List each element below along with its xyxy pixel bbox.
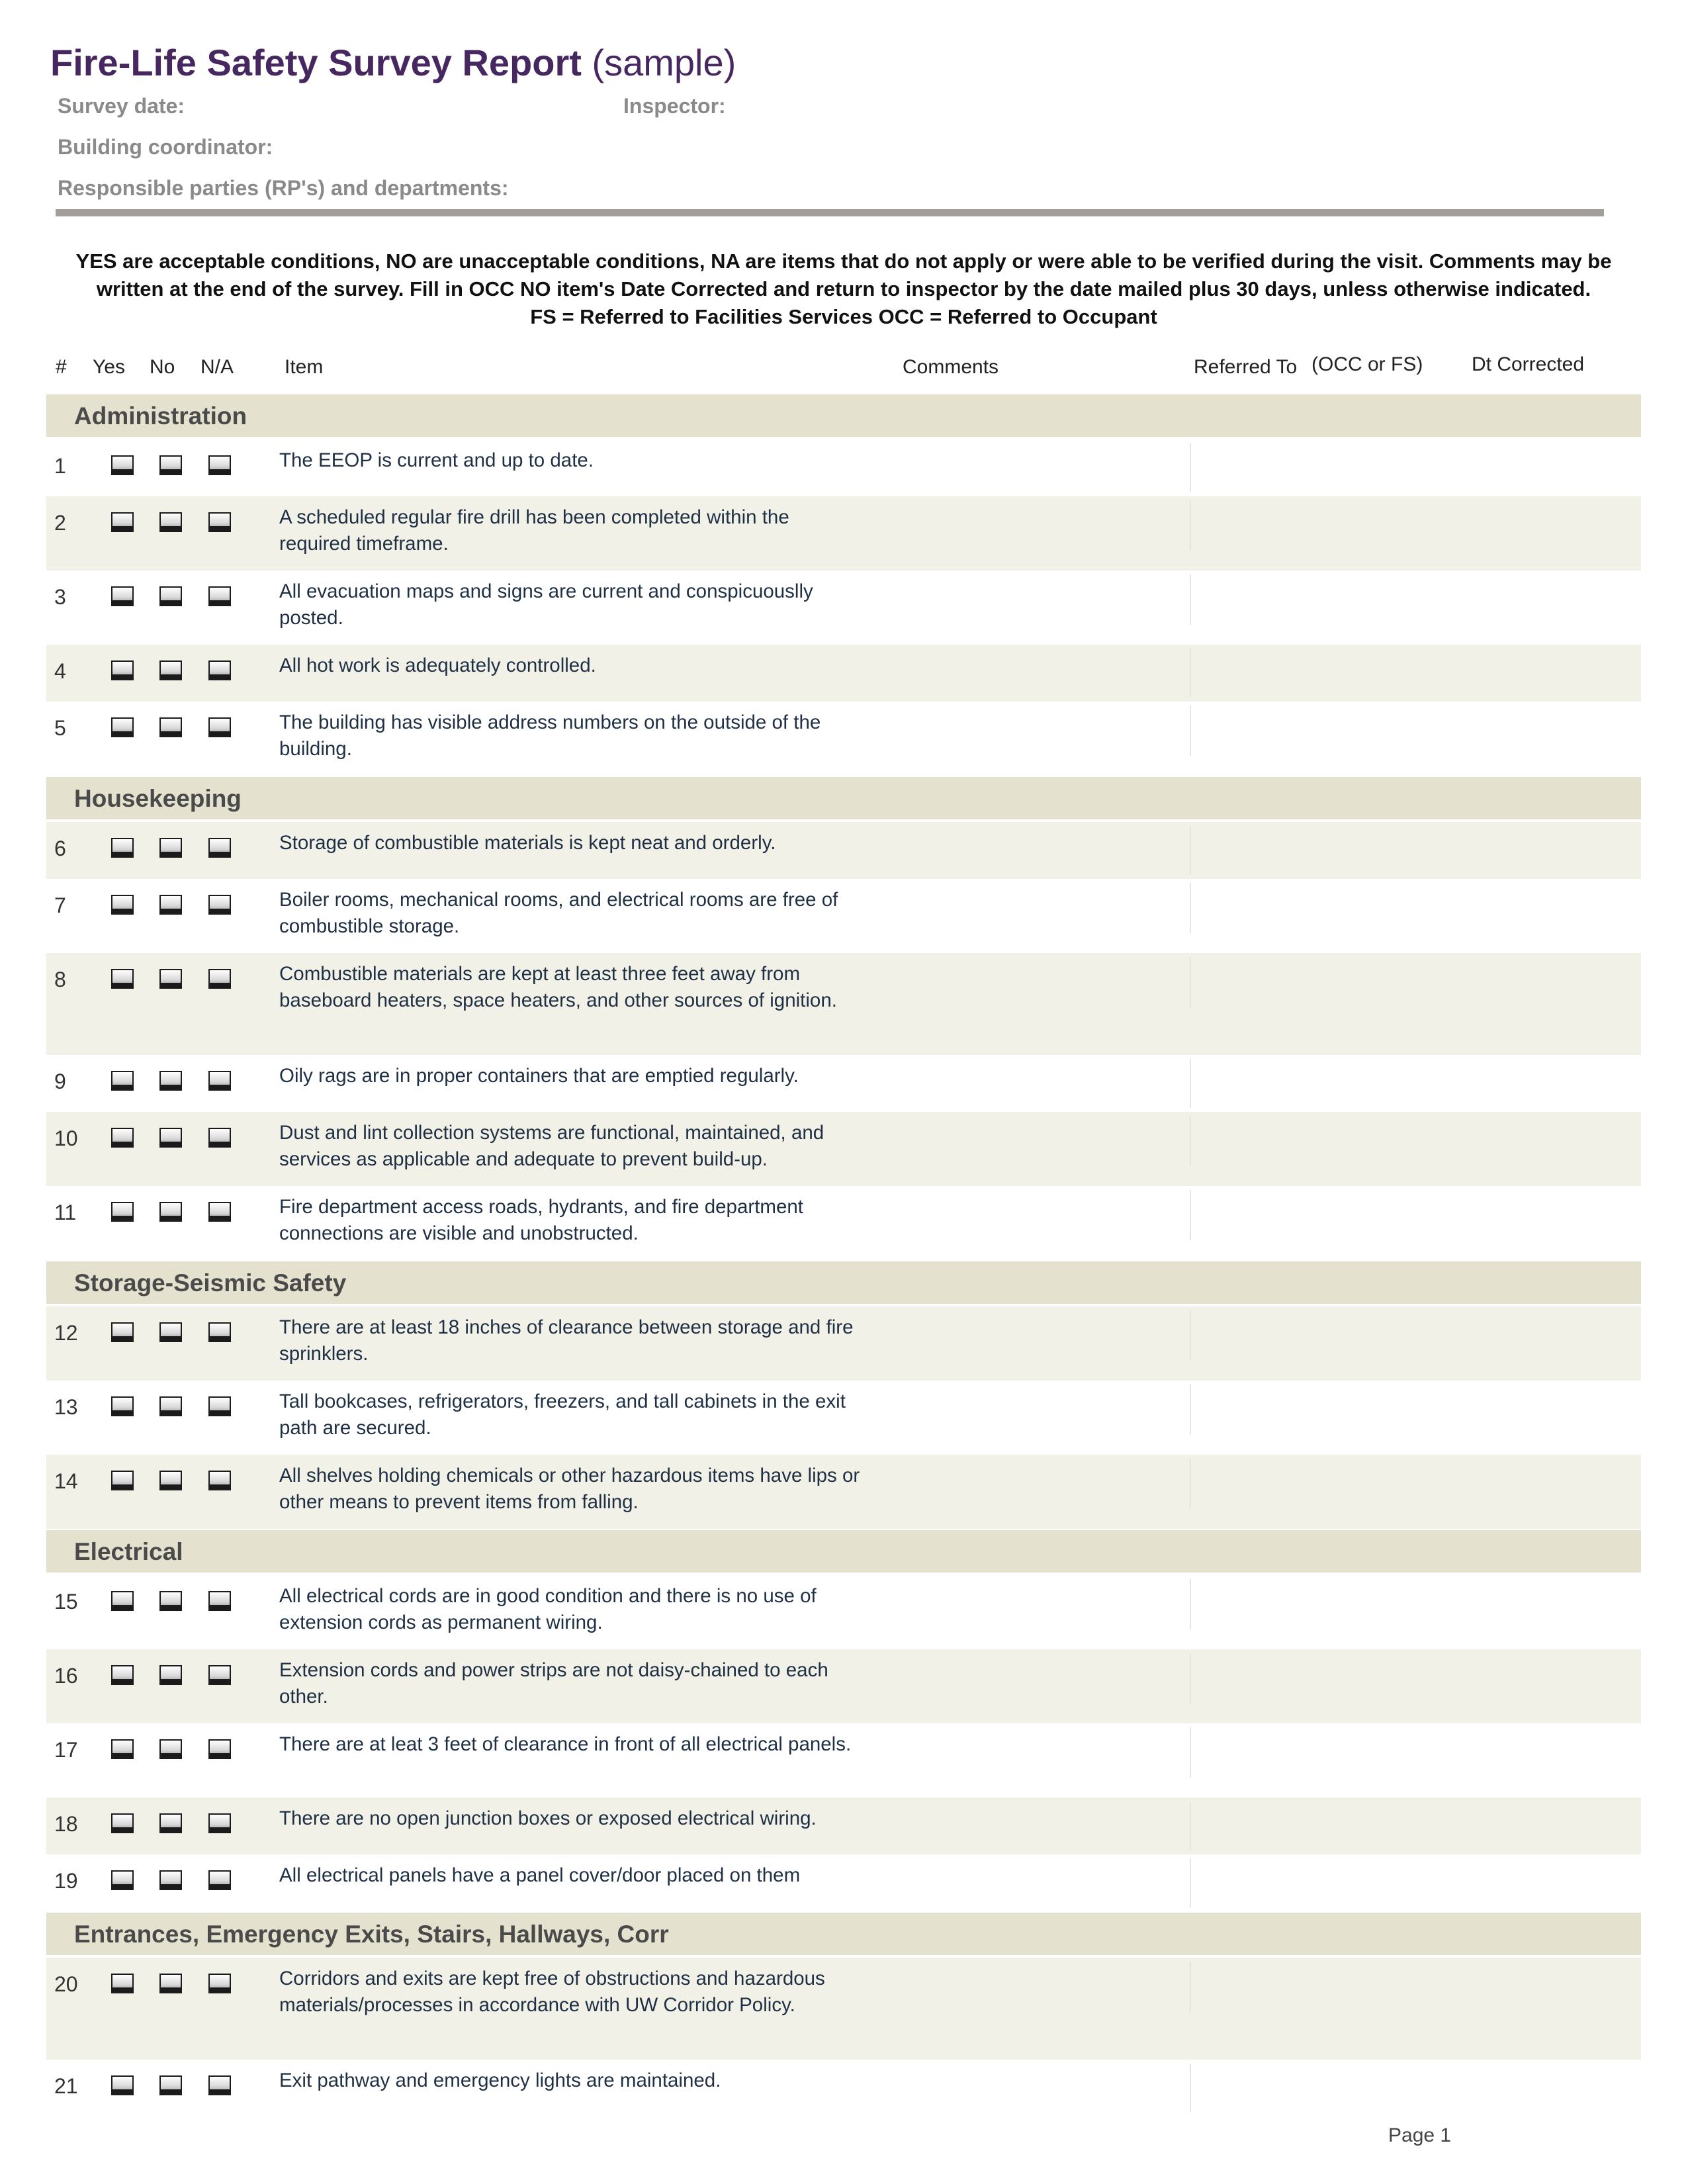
no-checkbox[interactable] [159,1322,182,1342]
na-checkbox[interactable] [208,1739,231,1759]
column-header-no: No [150,356,175,378]
no-checkbox[interactable] [159,1128,182,1148]
column-divider [1190,1801,1191,1850]
na-checkbox[interactable] [208,1396,231,1416]
na-checkbox[interactable] [208,1974,231,1993]
item-text: Dust and lint collection systems are functional, maintained, and services as applicable and adequate to prevent build-up. [279,1122,824,1170]
no-checkbox[interactable] [159,895,182,915]
na-checkbox[interactable] [208,512,231,532]
inspector-label: Inspector: [623,94,726,118]
column-header-dt-corrected: Dt Corrected [1472,353,1585,375]
page-title [50,41,736,84]
column-divider [1190,1190,1191,1240]
row-number: 6 [54,837,66,860]
responsible-parties-label: Responsible parties (RP's) and departments: [58,176,509,200]
row-number: 8 [54,968,66,991]
column-header-item: Item [285,356,324,378]
instructions-line-1: YES are acceptable conditions, NO are unacceptable conditions, NA are items that do not apply or were able to be verified during the visit. Comments may be [75,250,1612,273]
na-checkbox[interactable] [208,1202,231,1222]
column-divider [1190,1653,1191,1704]
item-text: Storage of combustible materials is kept neat and orderly. [279,832,776,854]
column-divider [1190,1858,1191,1907]
yes-checkbox[interactable] [111,717,134,737]
no-checkbox[interactable] [159,1870,182,1890]
instructions [46,248,1641,331]
item-text: All shelves holding chemicals or other hazardous items have lips or other means to prevent items from falling. [279,1465,860,1513]
row-number: 16 [54,1664,78,1688]
item-text: Boiler rooms, mechanical rooms, and electrical rooms are free of combustible storage. [279,889,838,937]
column-divider [1190,2064,1191,2113]
section-header [46,1913,1641,1955]
no-checkbox[interactable] [159,717,182,737]
column-divider [1190,1459,1191,1509]
yes-checkbox[interactable] [111,1071,134,1091]
yes-checkbox[interactable] [111,1813,134,1833]
column-divider [1190,883,1191,933]
no-checkbox[interactable] [159,512,182,532]
no-checkbox[interactable] [159,1665,182,1685]
column-divider [1190,649,1191,698]
item-text: A scheduled regular fire drill has been completed within the required timeframe. [279,506,789,555]
yes-checkbox[interactable] [111,1665,134,1685]
row-number: 11 [54,1201,77,1224]
yes-checkbox[interactable] [111,895,134,915]
na-checkbox[interactable] [208,1591,231,1611]
na-checkbox[interactable] [208,660,231,680]
na-checkbox[interactable] [208,1813,231,1833]
column-header-referred-options: (OCC or FS) [1311,353,1423,375]
column-divider [1190,826,1191,875]
row-number: 15 [54,1590,78,1614]
row-number: 14 [54,1469,78,1493]
no-checkbox[interactable] [159,1813,182,1833]
item-text: Combustible materials are kept at least three feet away from baseboard heaters, space heaters, and other sources of ignition. [279,963,837,1011]
column-header-comments: Comments [903,356,999,378]
no-checkbox[interactable] [159,969,182,989]
yes-checkbox[interactable] [111,1396,134,1416]
row-number: 4 [54,659,66,683]
yes-checkbox[interactable] [111,1870,134,1890]
column-divider [1190,443,1191,492]
item-text: All hot work is adequately controlled. [279,655,596,676]
na-checkbox[interactable] [208,455,231,475]
column-divider [1190,1059,1191,1108]
no-checkbox[interactable] [159,838,182,858]
page-number: Page 1 [1388,2124,1452,2146]
row-number: 10 [54,1126,78,1150]
yes-checkbox[interactable] [111,586,134,606]
instructions-line-3: FS = Referred to Facilities Services OCC = Referred to Occupant [530,305,1157,328]
column-divider [1190,1385,1191,1435]
na-checkbox[interactable] [208,1665,231,1685]
row-number: 3 [54,585,66,609]
section-title: Administration [74,402,247,430]
section-title: Housekeeping [74,785,242,812]
yes-checkbox[interactable] [111,969,134,989]
na-checkbox[interactable] [208,969,231,989]
row-number: 7 [54,893,66,917]
row-number: 2 [54,511,66,535]
item-text: The building has visible address numbers on the outside of the building. [279,711,821,760]
column-divider [1190,1116,1191,1166]
column-divider [1190,1579,1191,1629]
section-title: Entrances, Emergency Exits, Stairs, Hallways, Corr [74,1921,669,1948]
row-number: 20 [54,1972,78,1996]
no-checkbox[interactable] [159,2075,182,2095]
na-checkbox[interactable] [208,2075,231,2095]
survey-date-label: Survey date: [58,94,185,118]
item-text: The EEOP is current and up to date. [279,449,594,471]
section-title: Electrical [74,1538,183,1565]
section-header [46,394,1641,437]
column-divider [1190,957,1191,1007]
section-header [46,1530,1641,1572]
row-number: 1 [54,454,66,478]
column-header-num: # [56,356,67,378]
yes-checkbox[interactable] [111,1591,134,1611]
section-header [46,1261,1641,1304]
item-text: Corridors and exits are kept free of obstructions and hazardous materials/processes in accordance with UW Corridor Policy. [279,1968,825,2016]
na-checkbox[interactable] [208,586,231,606]
header-divider [56,209,1604,216]
column-divider [1190,574,1191,625]
yes-checkbox[interactable] [111,1202,134,1222]
yes-checkbox[interactable] [111,660,134,680]
section-header [46,777,1641,819]
item-text: There are at least 18 inches of clearance between storage and fire sprinklers. [279,1316,854,1365]
na-checkbox[interactable] [208,838,231,858]
row-number: 9 [54,1069,66,1093]
item-text: There are no open junction boxes or exposed electrical wiring. [279,1807,817,1829]
yes-checkbox[interactable] [111,1471,134,1490]
no-checkbox[interactable] [159,1739,182,1759]
column-divider [1190,1727,1191,1778]
item-text: Fire department access roads, hydrants, and fire department connections are visible and unobstructed. [279,1196,803,1244]
no-checkbox[interactable] [159,586,182,606]
na-checkbox[interactable] [208,895,231,915]
column-header-referred-to: Referred To [1194,356,1298,378]
na-checkbox[interactable] [208,1870,231,1890]
no-checkbox[interactable] [159,455,182,475]
title-main: Fire-Life Safety Survey Report [50,42,582,83]
no-checkbox[interactable] [159,660,182,680]
column-divider [1190,1962,1191,2012]
row-number: 18 [54,1812,78,1836]
na-checkbox[interactable] [208,1128,231,1148]
row-number: 17 [54,1738,78,1762]
na-checkbox[interactable] [208,717,231,737]
no-checkbox[interactable] [159,1071,182,1091]
item-text: Tall bookcases, refrigerators, freezers, and tall cabinets in the exit path are secured. [279,1390,846,1439]
item-text: Oily rags are in proper containers that are emptied regularly. [279,1065,799,1087]
yes-checkbox[interactable] [111,1128,134,1148]
item-text: All electrical cords are in good condition and there is no use of extension cords as permanent wiring. [279,1585,817,1633]
yes-checkbox[interactable] [111,455,134,475]
column-divider [1190,500,1191,551]
yes-checkbox[interactable] [111,838,134,858]
row-number: 19 [54,1869,78,1893]
column-divider [1190,1310,1191,1361]
yes-checkbox[interactable] [111,1739,134,1759]
row-number: 13 [54,1395,78,1419]
na-checkbox[interactable] [208,1471,231,1490]
yes-checkbox[interactable] [111,1974,134,1993]
column-header-na: N/A [200,356,234,378]
row-number: 21 [54,2074,78,2098]
building-coordinator-label: Building coordinator: [58,135,273,159]
instructions-line-2: written at the end of the survey. Fill in OCC NO item's Date Corrected and return to inspector by the date mailed plus 30 days, unless otherwise indicated. [96,277,1591,300]
row-number: 12 [54,1321,78,1345]
item-text: Extension cords and power strips are not daisy-chained to each other. [279,1659,828,1707]
column-divider [1190,705,1191,756]
yes-checkbox[interactable] [111,512,134,532]
section-title: Storage-Seismic Safety [74,1269,347,1297]
item-text: All electrical panels have a panel cover/door placed on them [279,1864,801,1886]
no-checkbox[interactable] [159,1396,182,1416]
item-text: Exit pathway and emergency lights are maintained. [279,2070,721,2091]
item-text: All evacuation maps and signs are current and conspicuouslly posted. [279,580,813,629]
no-checkbox[interactable] [159,1471,182,1490]
no-checkbox[interactable] [159,1202,182,1222]
yes-checkbox[interactable] [111,2075,134,2095]
item-text: There are at leat 3 feet of clearance in front of all electrical panels. [279,1733,852,1755]
na-checkbox[interactable] [208,1071,231,1091]
na-checkbox[interactable] [208,1322,231,1342]
yes-checkbox[interactable] [111,1322,134,1342]
no-checkbox[interactable] [159,1591,182,1611]
column-header-yes: Yes [93,356,125,378]
title-suffix: (sample) [592,42,736,83]
row-number: 5 [54,716,66,740]
no-checkbox[interactable] [159,1974,182,1993]
